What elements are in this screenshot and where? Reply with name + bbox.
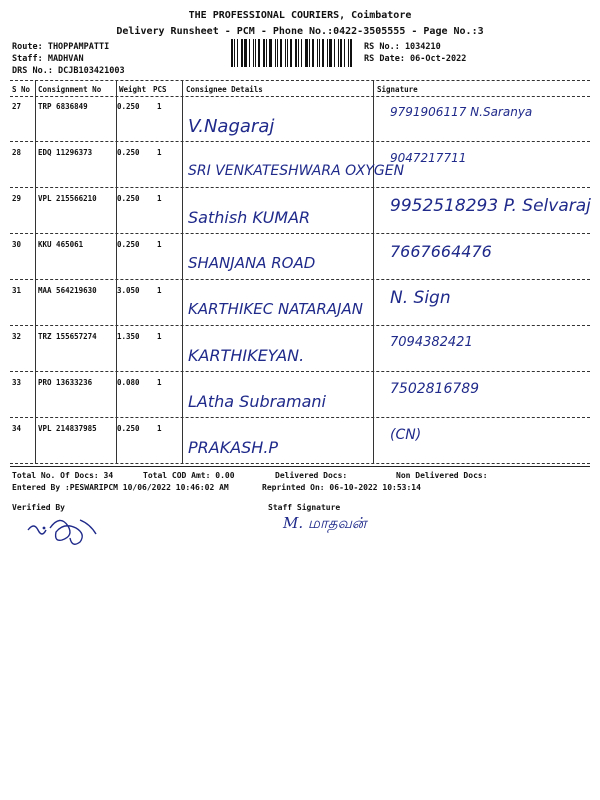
row-signature-handwritten: 9047217711 (390, 151, 467, 165)
row-rule (10, 279, 590, 280)
col-divider (35, 142, 36, 188)
col-divider (116, 80, 117, 96)
row-weight: 3.050 (117, 286, 140, 295)
row-signature-handwritten: 7094382421 (390, 335, 473, 350)
company-title: THE PROFESSIONAL COURIERS, Coimbatore (188, 10, 412, 21)
col-divider (35, 188, 36, 234)
row-sno: 30 (12, 240, 22, 249)
col-divider (373, 234, 374, 280)
row-signature-handwritten: 9791906117 N.Saranya (390, 105, 533, 119)
col-signature: Signature (377, 85, 418, 94)
staff-signature-handwriting: M. மாதவன் (283, 514, 367, 532)
col-divider (373, 80, 374, 96)
row-consignment: MAA 564219630 (38, 286, 97, 295)
col-divider (35, 80, 36, 96)
row-weight: 0.250 (117, 102, 140, 111)
col-divider (35, 418, 36, 464)
reprinted-on: Reprinted On: 06-10-2022 10:53:14 (262, 483, 421, 492)
row-weight: 0.250 (117, 240, 140, 249)
row-weight: 0.250 (117, 148, 140, 157)
col-divider (35, 280, 36, 326)
row-pcs: 1 (157, 424, 162, 433)
col-divider (35, 372, 36, 418)
col-divider (182, 280, 183, 326)
col-divider (182, 142, 183, 188)
staff-label: Staff: MADHVAN (12, 54, 84, 64)
col-divider (373, 372, 374, 418)
col-divider (35, 326, 36, 372)
col-divider (373, 96, 374, 142)
row-pcs: 1 (157, 102, 162, 111)
barcode (231, 39, 358, 67)
col-weight: Weight (119, 85, 147, 94)
row-pcs: 1 (157, 378, 162, 387)
row-consignment: PRO 13633236 (38, 378, 93, 387)
col-divider (182, 96, 183, 142)
table-top-rule (10, 80, 590, 81)
row-pcs: 1 (157, 240, 162, 249)
row-signature-handwritten: (CN) (390, 427, 422, 443)
row-consignment: VPL 215566210 (38, 194, 97, 203)
row-signature-handwritten: 7667664476 (390, 242, 492, 261)
col-divider (182, 372, 183, 418)
total-docs: Total No. Of Docs: 34 (12, 471, 114, 480)
row-rule (10, 141, 590, 142)
col-divider (182, 234, 183, 280)
row-consignment: KKU 465061 (38, 240, 84, 249)
col-divider (182, 188, 183, 234)
row-consignee-handwritten: KARTHIKEC NATARAJAN (188, 300, 363, 318)
row-pcs: 1 (157, 148, 162, 157)
drs-number: DRS No.: DCJB103421003 (12, 66, 125, 76)
row-sno: 28 (12, 148, 22, 157)
row-sno: 29 (12, 194, 22, 203)
col-divider (182, 418, 183, 464)
row-consignment: TRP 6836849 (38, 102, 88, 111)
col-divider (373, 326, 374, 372)
col-consignee: Consignee Details (186, 85, 263, 94)
row-pcs: 1 (157, 194, 162, 203)
col-pcs: PCS (153, 85, 167, 94)
row-consignee-handwritten: KARTHIKEYAN. (188, 346, 305, 365)
rs-number: RS No.: 1034210 (364, 42, 441, 52)
row-consignee-handwritten: LAtha Subramani (188, 392, 326, 411)
row-consignment: TRZ 155657274 (38, 332, 97, 341)
rs-date: RS Date: 06-Oct-2022 (364, 54, 467, 64)
row-rule (10, 325, 590, 326)
route-label: Route: THOPPAMPATTI (12, 42, 110, 52)
row-rule (10, 463, 590, 464)
row-signature-handwritten: 7502816789 (390, 381, 480, 397)
row-consignee-handwritten: V.Nagaraj (188, 116, 275, 137)
col-divider (182, 326, 183, 372)
col-divider (35, 234, 36, 280)
row-consignee-handwritten: SRI VENKATESHWARA OXYGEN (188, 163, 405, 179)
col-divider (373, 418, 374, 464)
row-consignment: EDQ 11296373 (38, 148, 93, 157)
row-weight: 0.250 (117, 194, 140, 203)
table-bottom-rule (10, 466, 590, 467)
col-divider (35, 96, 36, 142)
row-rule (10, 187, 590, 188)
row-consignment: VPL 214837985 (38, 424, 97, 433)
row-consignee-handwritten: Sathish KUMAR (188, 208, 311, 227)
row-consignee-handwritten: SHANJANA ROAD (188, 254, 316, 272)
row-pcs: 1 (157, 286, 162, 295)
table-header-rule (10, 96, 590, 97)
row-weight: 0.080 (117, 378, 140, 387)
row-rule (10, 371, 590, 372)
row-weight: 1.350 (117, 332, 140, 341)
staff-signature-label: Staff Signature (268, 503, 341, 512)
row-weight: 0.250 (117, 424, 140, 433)
row-rule (10, 417, 590, 418)
col-sno: S No (12, 85, 31, 94)
col-divider (182, 80, 183, 96)
col-divider (373, 280, 374, 326)
col-consignment: Consignment No (38, 85, 102, 94)
row-rule (10, 233, 590, 234)
total-cod: Total COD Amt: 0.00 (143, 471, 235, 480)
row-sno: 27 (12, 102, 22, 111)
runsheet-subtitle: Delivery Runsheet - PCM - Phone No.:0422-3505555 - Page No.:3 (116, 26, 484, 37)
row-signature-handwritten: 9952518293 P. Selvaraj (390, 196, 591, 216)
row-sno: 33 (12, 378, 22, 387)
verified-by-label: Verified By (12, 503, 65, 512)
verified-signature (20, 510, 110, 552)
delivered-docs: Delivered Docs: (275, 471, 348, 480)
row-sno: 32 (12, 332, 22, 341)
col-divider (373, 188, 374, 234)
row-consignee-handwritten: PRAKASH.P (188, 438, 279, 457)
row-signature-handwritten: N. Sign (390, 288, 451, 308)
row-pcs: 1 (157, 332, 162, 341)
row-sno: 31 (12, 286, 22, 295)
row-sno: 34 (12, 424, 22, 433)
non-delivered-docs: Non Delivered Docs: (396, 471, 488, 480)
entered-by: Entered By :PESWARIPCM 10/06/2022 10:46:02 AM (12, 483, 229, 492)
